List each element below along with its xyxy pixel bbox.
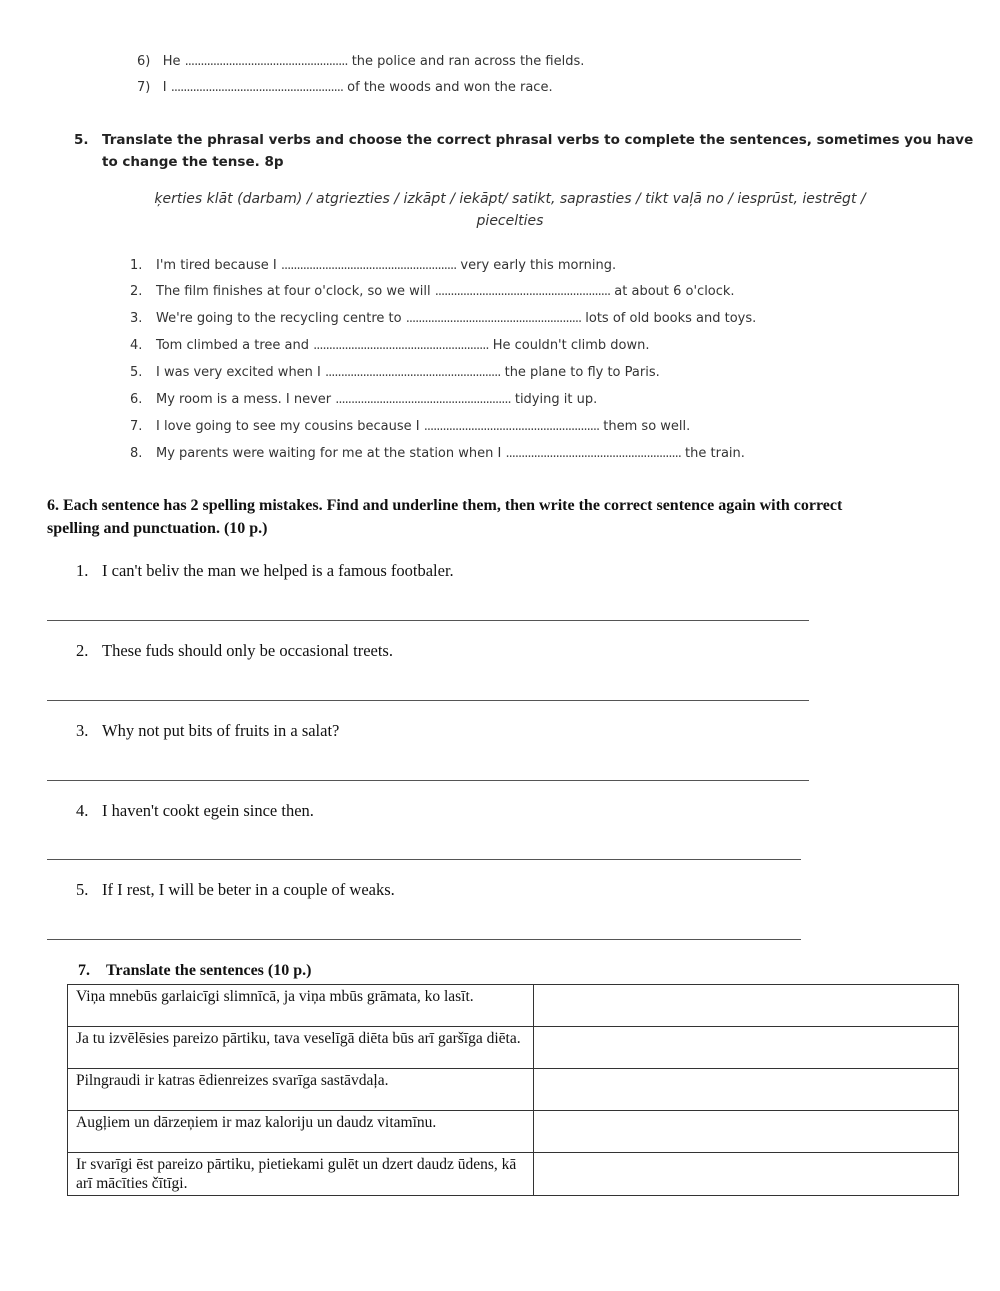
options-line-2: piecelties (476, 213, 544, 229)
item-number: 3. (130, 311, 143, 326)
section-5-heading (74, 128, 973, 152)
item-start: He (162, 54, 181, 69)
item-text: If I rest, I will be beter in a couple of weaks. (102, 880, 395, 899)
options-line-1: ķerties klāt (darbam) / atgriezties / izkāpt / iekāpt/ satikt, saprasties / tikt vaļā no / iesprūst, iestrēgt / (154, 191, 866, 207)
item-number: 2. (76, 641, 89, 660)
item-number: 1. (130, 258, 143, 273)
item-number: 7. (130, 419, 143, 434)
translation-cell[interactable] (534, 985, 959, 1027)
s6-item-1 (76, 561, 454, 581)
item-number: 1. (76, 561, 89, 580)
answer-line-2[interactable] (47, 700, 809, 701)
item-end: very early this morning. (460, 258, 617, 273)
item-end: them so well. (603, 419, 691, 434)
item-end: He couldn't climb down. (492, 338, 650, 353)
latvian-sentence: Ir svarīgi ēst pareizo pārtiku, pietiekami gulēt un dzert daudz ūdens, kā arī mācīties čītīgi. (68, 1153, 534, 1196)
s5-item-8 (130, 446, 745, 461)
item-number: 4. (130, 338, 143, 353)
answer-line-4[interactable] (47, 859, 801, 860)
s5-item-1 (130, 258, 616, 273)
item-end: at about 6 o'clock. (614, 284, 735, 299)
item-number: 5. (76, 880, 89, 899)
answer-blank[interactable]: ........................................................ (405, 311, 582, 326)
answer-blank[interactable]: .................................................... (184, 54, 348, 69)
s6-item-2 (76, 641, 393, 661)
s5-item-4 (130, 338, 649, 353)
latvian-sentence: Augļiem un dārzeņiem ir maz kaloriju un daudz vitamīnu. (68, 1111, 534, 1153)
answer-line-5[interactable] (47, 939, 801, 940)
item-number: 8. (130, 446, 143, 461)
s5-item-2 (130, 284, 735, 299)
latvian-sentence: Ja tu izvēlēsies pareizo pārtiku, tava veselīgā diēta būs arī garšīga diēta. (68, 1027, 534, 1069)
translation-cell[interactable] (534, 1069, 959, 1111)
item-start: We're going to the recycling centre to (156, 311, 402, 326)
answer-blank[interactable]: ........................................................ (505, 446, 681, 461)
answer-blank[interactable]: ........................................................ (423, 419, 600, 434)
answer-blank[interactable]: ........................................................ (325, 365, 501, 380)
section-6-heading (47, 494, 952, 540)
prev-item-7 (137, 80, 553, 95)
s5-item-6 (130, 392, 597, 407)
item-end: the train. (685, 446, 745, 461)
item-number: 3. (76, 721, 89, 740)
item-text: These fuds should only be occasional treets. (102, 641, 393, 660)
phrasal-verb-options (120, 188, 900, 232)
table-row (68, 985, 959, 1027)
section-7-heading (78, 962, 311, 980)
item-number: 2. (130, 284, 143, 299)
s6-item-5 (76, 880, 395, 900)
item-end: the police and ran across the fields. (351, 54, 585, 69)
item-start: My parents were waiting for me at the station when I (156, 446, 502, 461)
section-number: 5. (74, 132, 89, 148)
section-number: 7. (78, 962, 90, 979)
s6-item-4 (76, 801, 314, 821)
item-text: I can't beliv the man we helped is a famous footbaler. (102, 561, 454, 580)
table-row (68, 1111, 959, 1153)
item-text: I haven't cookt egein since then. (102, 801, 314, 820)
table-row (68, 1069, 959, 1111)
translation-cell[interactable] (534, 1153, 959, 1196)
latvian-sentence: Viņa mnebūs garlaicīgi slimnīcā, ja viņa mbūs grāmata, ko lasīt. (68, 985, 534, 1027)
s5-item-3 (130, 311, 756, 326)
answer-blank[interactable]: ........................................................ (335, 392, 511, 407)
section-5-heading-cont: to change the tense. 8p (102, 154, 284, 170)
latvian-sentence: Pilngraudi ir katras ēdienreizes svarīga sastāvdaļa. (68, 1069, 534, 1111)
translation-cell[interactable] (534, 1027, 959, 1069)
answer-blank[interactable]: ........................................................ (434, 284, 611, 299)
item-start: I was very excited when I (156, 365, 321, 380)
item-start: I'm tired because I (156, 258, 277, 273)
table-row (68, 1027, 959, 1069)
heading-line-1: 6. Each sentence has 2 spelling mistakes. Find and underline them, then write the correct sentence again with correct (47, 497, 843, 514)
item-number: 4. (76, 801, 89, 820)
answer-line-3[interactable] (47, 780, 809, 781)
answer-blank[interactable]: ........................................................ (280, 258, 457, 273)
item-start: My room is a mess. I never (156, 392, 332, 407)
translation-table (67, 984, 959, 1196)
item-end: the plane to fly to Paris. (504, 365, 660, 380)
item-end: tidying it up. (514, 392, 598, 407)
item-start: I (162, 80, 167, 95)
section-title: Translate the sentences (10 p.) (106, 962, 312, 979)
item-text: Why not put bits of fruits in a salat? (102, 721, 340, 740)
answer-blank[interactable]: ....................................................... (170, 80, 344, 95)
item-number: 5. (130, 365, 143, 380)
translation-cell[interactable] (534, 1111, 959, 1153)
heading-line-1: Translate the phrasal verbs and choose the correct phrasal verbs to complete the sentences, sometimes you have (102, 132, 974, 148)
s6-item-3 (76, 721, 339, 741)
item-end: of the woods and won the race. (347, 80, 553, 95)
answer-line-1[interactable] (47, 620, 809, 621)
item-start: Tom climbed a tree and (156, 338, 309, 353)
item-end: lots of old books and toys. (585, 311, 757, 326)
s5-item-5 (130, 365, 660, 380)
item-number: 7) (137, 80, 151, 95)
answer-blank[interactable]: ........................................................ (313, 338, 489, 353)
item-start: The film finishes at four o'clock, so we will (156, 284, 431, 299)
table-row (68, 1153, 959, 1196)
item-number: 6) (137, 54, 151, 69)
item-number: 6. (130, 392, 143, 407)
prev-item-6 (137, 54, 584, 69)
s5-item-7 (130, 419, 690, 434)
heading-line-2: spelling and punctuation. (10 p.) (47, 520, 268, 537)
item-start: I love going to see my cousins because I (156, 419, 420, 434)
